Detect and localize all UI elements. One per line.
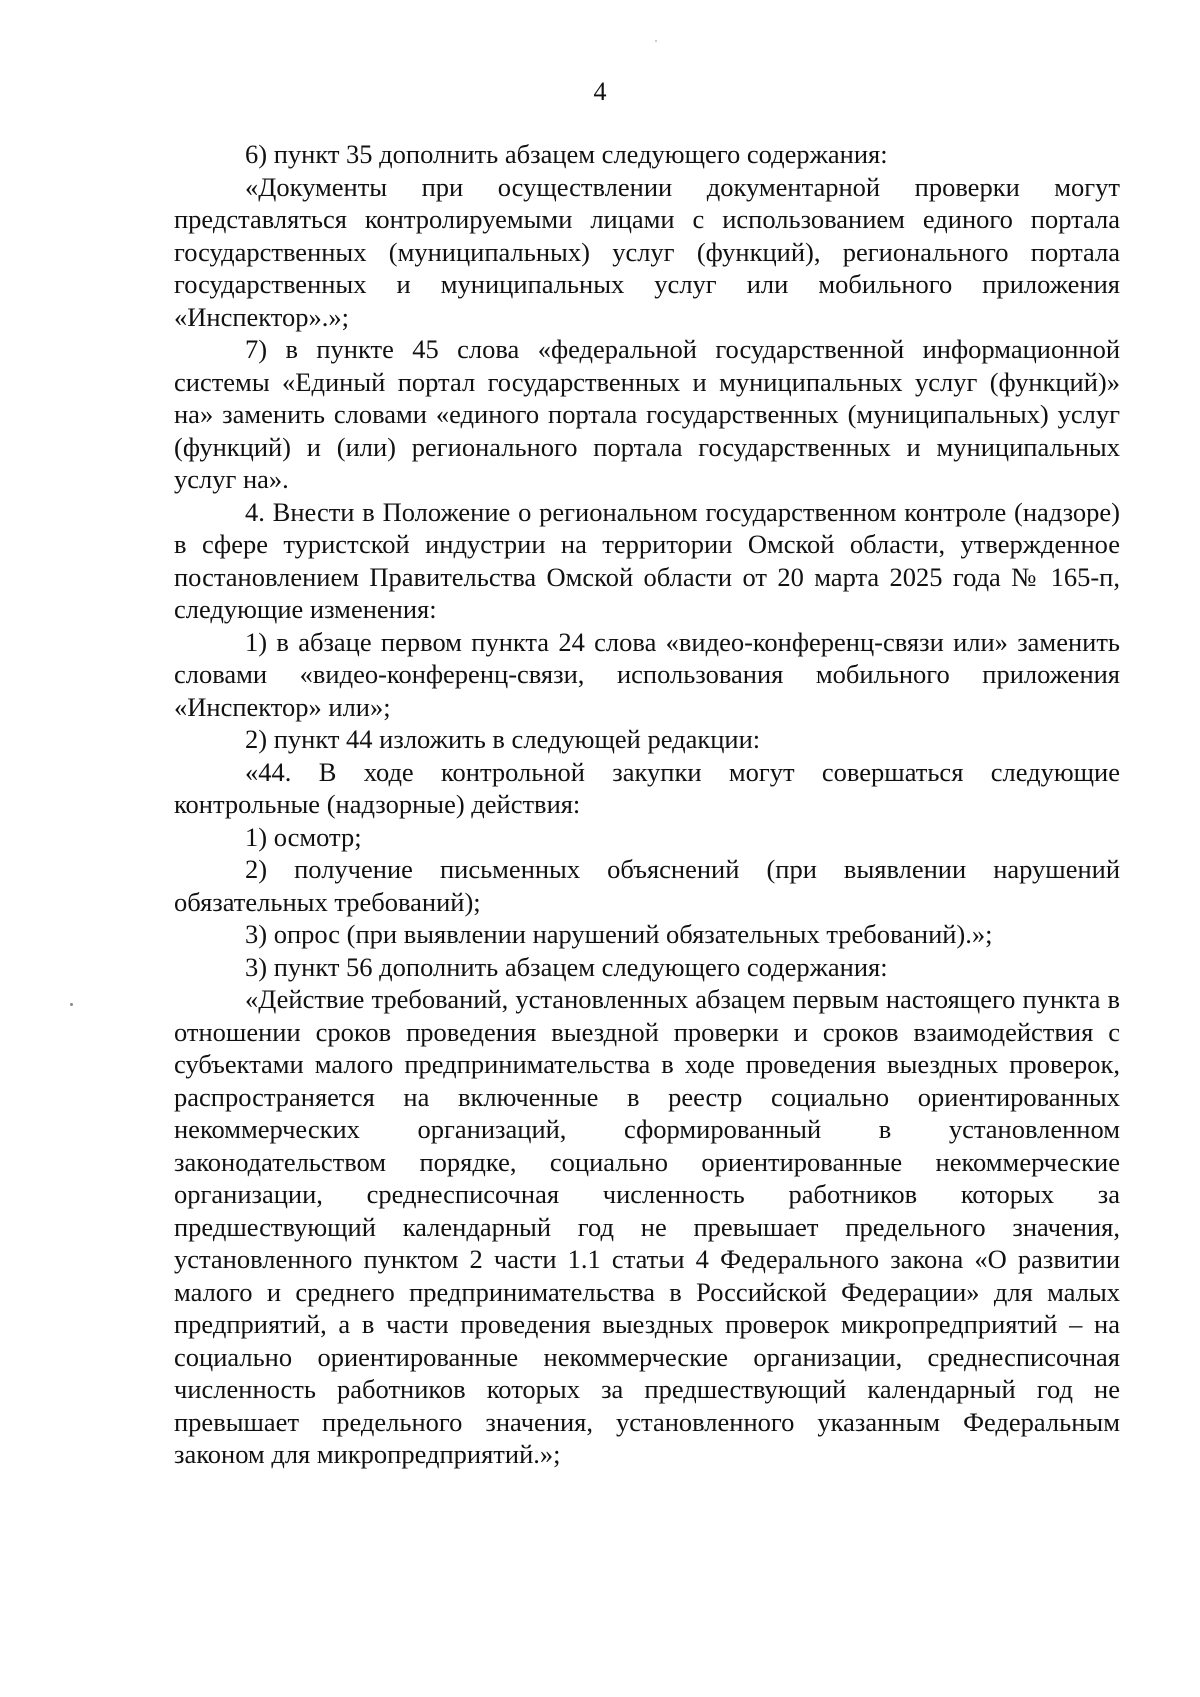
paragraph-item-6-point-35: 6) пункт 35 дополнить абзацем следующего содержания: bbox=[245, 139, 888, 169]
paragraph-quote-documents: «Документы при осуществлении документарной проверки могут представляться контролируемыми лицами с использованием единого портала государственных (муниципальных) услуг (функций), регионального портала государственных и муниципальных услуг или мобильного приложения «Инспектор».»; bbox=[174, 171, 1120, 332]
scan-speck bbox=[655, 40, 657, 42]
paragraph-quote-44: «44. В ходе контрольной закупки могут совершаться следующие контрольные (надзорные) действия: bbox=[174, 756, 1120, 819]
page-number: 4 bbox=[593, 77, 607, 106]
paragraph-section-4: 4. Внести в Положение о региональном государственном контроле (надзоре) в сфере туристской индустрии на территории Омской области, утвержденное постановлением Правительства Омской области от 20 марта 2025 года № 165-п, следующие изменения: bbox=[174, 496, 1120, 624]
paragraph-item-7-point-45: 7) в пункте 45 слова «федеральной государственной информационной системы «Единый портал государственных и муниципальных услуг (функций)» на» заменить словами «единого портала государственных (муниципальных) услуг (функций) и (или) регионального портала государственных и муниципальных услуг на». bbox=[174, 334, 1120, 494]
paragraph-list-survey: 3) опрос (при выявлении нарушений обязательных требований).»; bbox=[245, 919, 993, 949]
scan-speck bbox=[70, 1003, 73, 1006]
paragraph-item-3-point-56: 3) пункт 56 дополнить абзацем следующего содержания: bbox=[245, 951, 888, 982]
paragraph-list-explanations: 2) получение письменных объяснений (при выявлении нарушений обязательных требований); bbox=[174, 854, 1120, 917]
paragraph-item-1-point-24: 1) в абзаце первом пункта 24 слова «видео-конференц-связи или» заменить словами «видео-конференц-связи, использования мобильного приложения «Инспектор» или»; bbox=[174, 626, 1120, 722]
paragraph-list-inspection: 1) осмотр; bbox=[245, 821, 362, 852]
document-body bbox=[174, 138, 1120, 1471]
paragraph-quote-requirements: «Действие требований, установленных абзацем первым настоящего пункта в отношении сроков проведения выездной проверки и сроков взаимодействия с субъектами малого предпринимательства в ходе проведения выездных проверок, распространяется на включенные в реестр социально ориентированных некоммерческих организаций, сформированный в установленном законодательством порядке, социально ориентированные некоммерческие организации, среднесписочная численность работников которых за предшествующий календарный год не превышает предельного значения, установленного пунктом 2 части 1.1 статьи 4 Федерального закона «О развитии малого и среднего предпринимательства в Российской Федерации» для малых предприятий, а в части проведения выездных проверок микропредприятий – на социально ориентированные некоммерческие организации, среднесписочная численность работников которых за предшествующий календарный год не превышает предельного значения, установленного указанным Федеральным законом для микропредприятий.»; bbox=[174, 984, 1120, 1469]
paragraph-item-2-point-44: 2) пункт 44 изложить в следующей редакции: bbox=[245, 724, 761, 754]
